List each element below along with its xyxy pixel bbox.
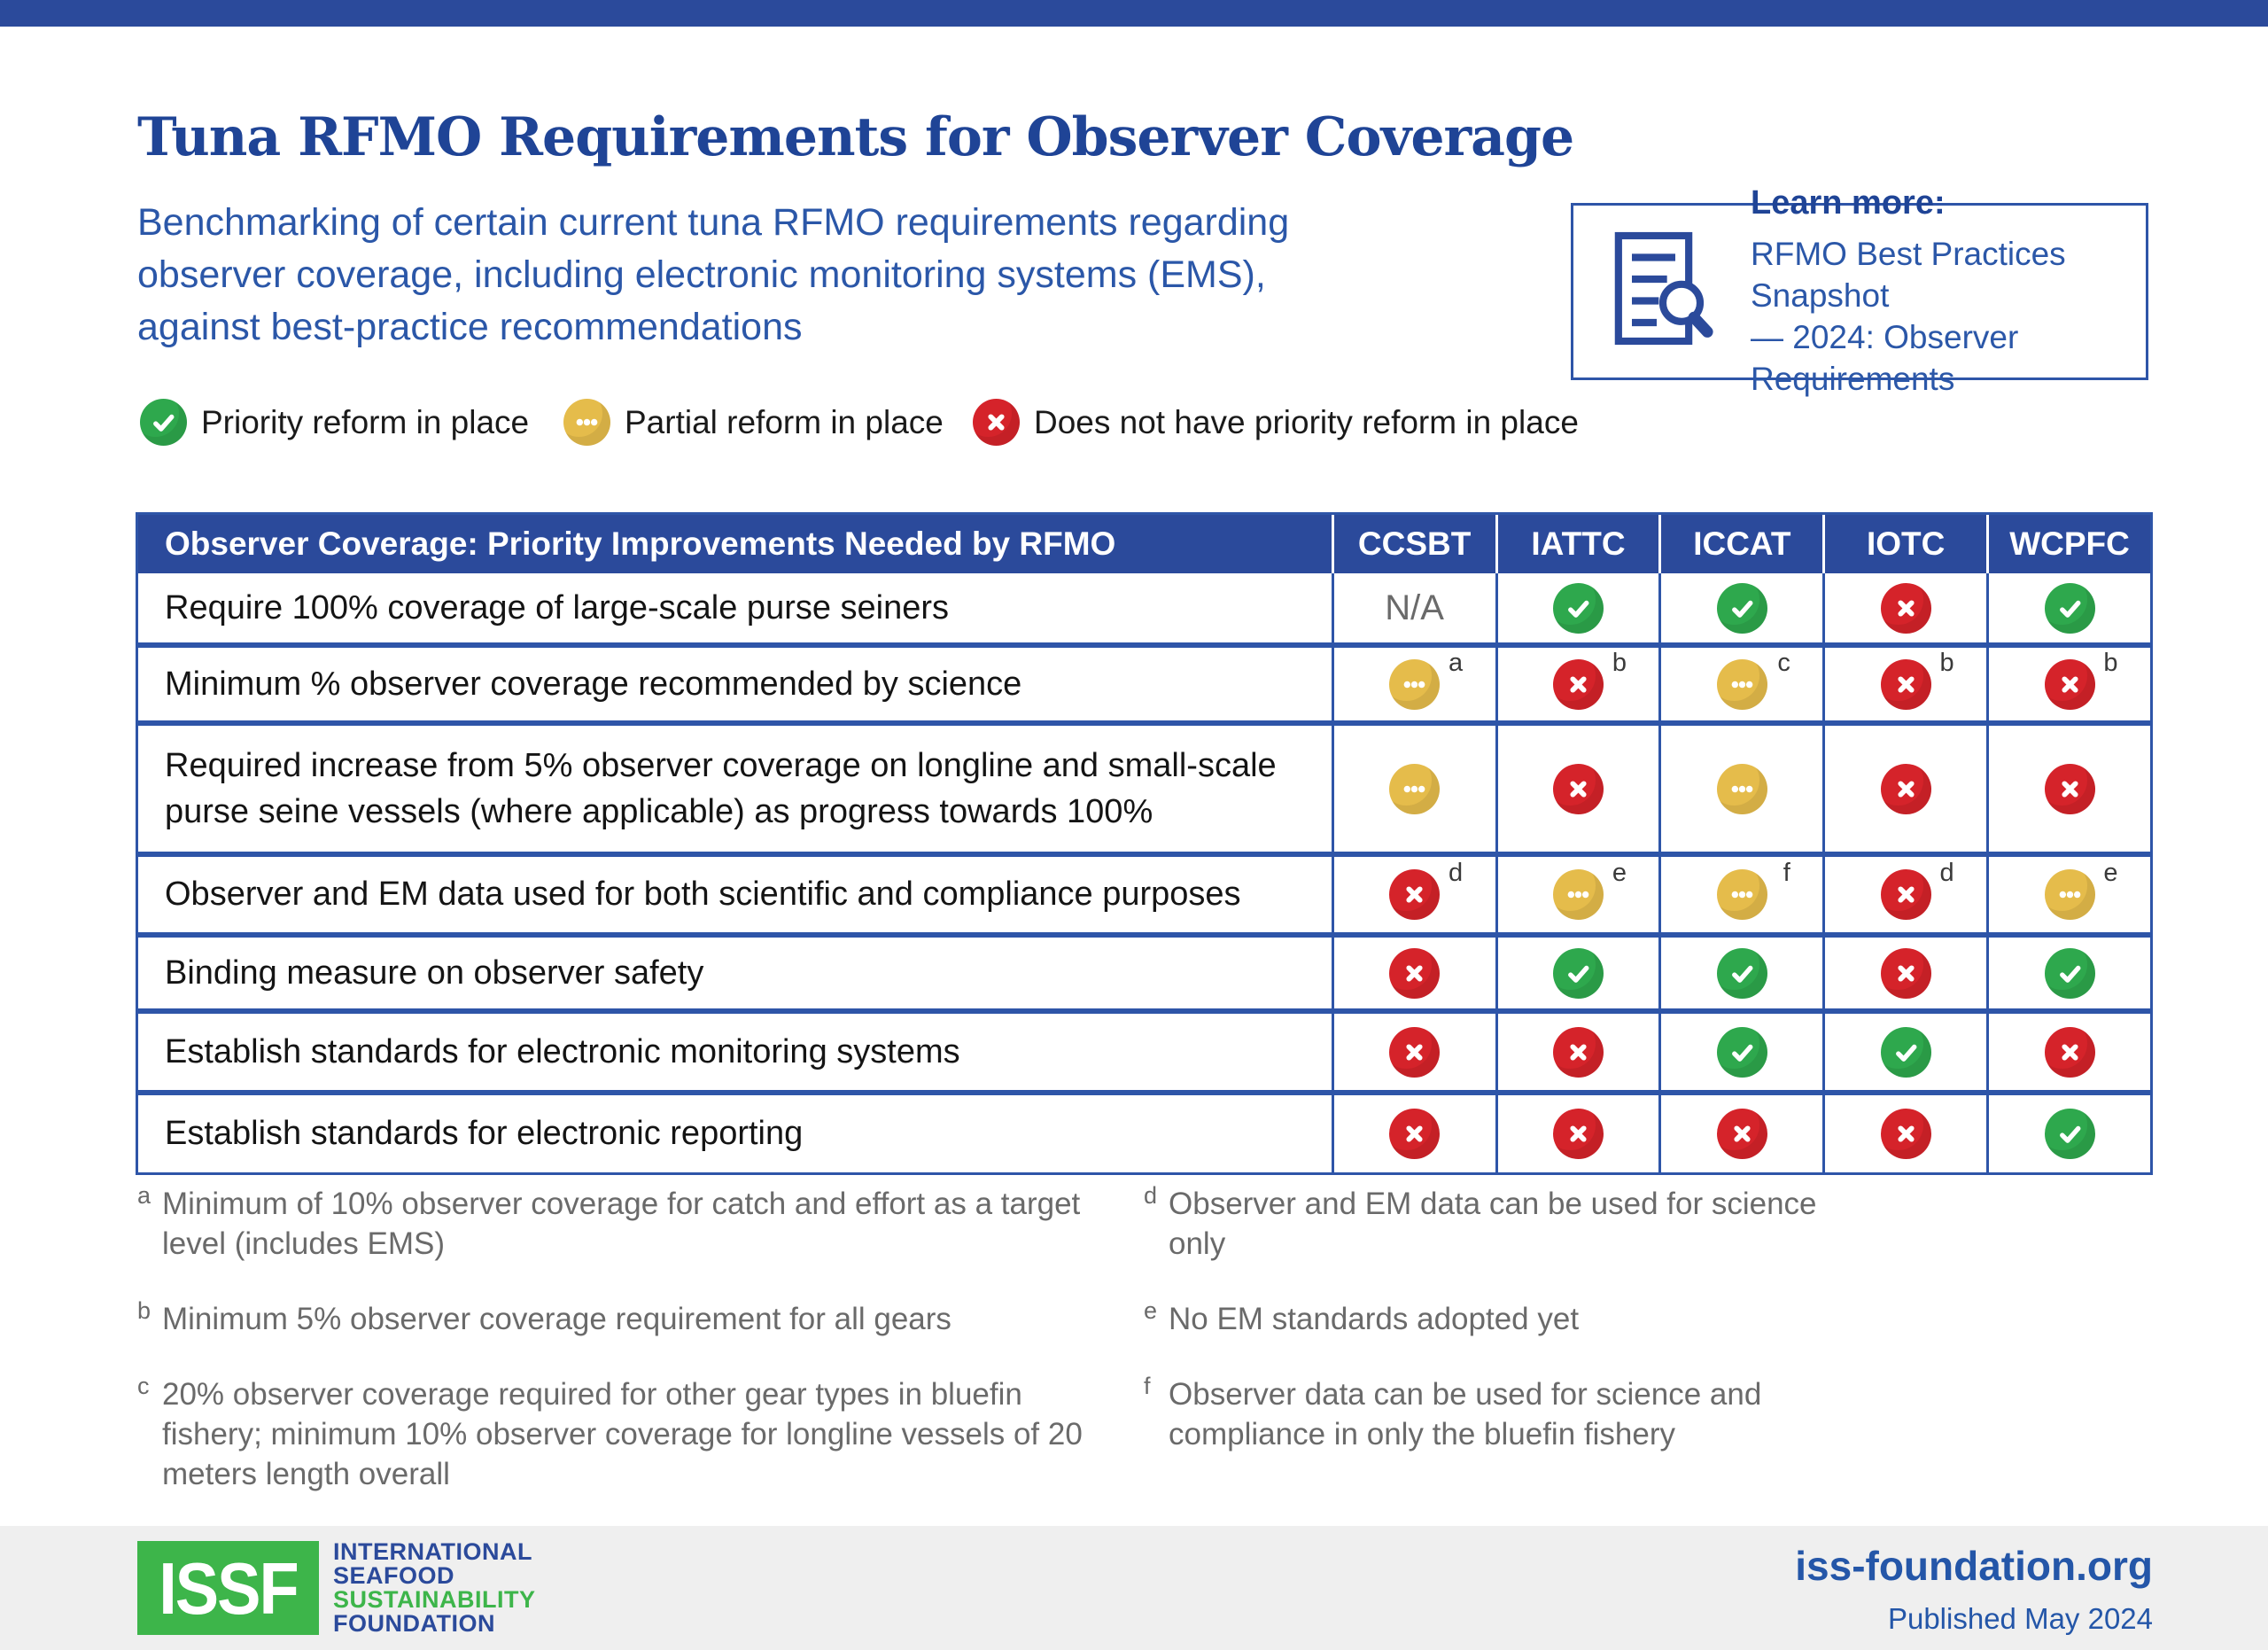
issf-logo-wordmark xyxy=(333,1540,536,1636)
cell-iattc xyxy=(1495,573,1659,642)
footnote-c: c 20% observer coverage required for other gear types in bluefin fishery; minimum 10% observer coverage for longline vessels of 20 meters length overall xyxy=(137,1374,1130,1494)
cell-ccsbt xyxy=(1332,726,1495,852)
status-icon-no xyxy=(2045,648,2118,710)
status-icon-partial xyxy=(1717,764,1767,814)
cell-iattc xyxy=(1495,1014,1659,1090)
footnote-marker: e xyxy=(1612,859,1627,887)
page-subtitle-line: against best-practice recommendations xyxy=(137,306,803,348)
footnote-marker: b xyxy=(1612,648,1627,677)
issf-logo-box xyxy=(137,1541,319,1635)
status-icon-no xyxy=(1553,764,1604,814)
cell-iccat xyxy=(1658,726,1822,852)
status-icon-no xyxy=(1881,948,1931,999)
cell-ccsbt xyxy=(1332,648,1495,720)
footnote-marker: f xyxy=(1783,859,1790,887)
status-icon-no xyxy=(1717,1109,1767,1159)
cell-wcpfc xyxy=(1986,1014,2150,1090)
cell-iotc xyxy=(1822,1095,1986,1172)
page-subtitle-line: Benchmarking of certain current tuna RFMO requirements regarding xyxy=(137,201,1290,244)
cell-iccat xyxy=(1658,938,1822,1008)
table-row xyxy=(138,852,2150,932)
status-icon-no xyxy=(1389,1109,1440,1159)
status-icon-no xyxy=(1389,859,1464,920)
logo-wordmark-line: FOUNDATION xyxy=(333,1610,495,1637)
cell-iotc xyxy=(1822,938,1986,1008)
cell-iattc xyxy=(1495,938,1659,1008)
table-row xyxy=(138,1090,2150,1172)
status-icon-yes xyxy=(2045,1109,2095,1159)
cell-wcpfc xyxy=(1986,938,2150,1008)
row-label: Required increase from 5% observer coverage on longline and small-scale purse seine vessels (where applicable) as progress towards 100% xyxy=(165,746,1277,830)
cell-iattc xyxy=(1495,726,1659,852)
x-icon xyxy=(1389,1109,1440,1159)
x-icon xyxy=(1553,764,1604,814)
status-icon-yes xyxy=(2045,583,2095,634)
document-search-icon xyxy=(1611,230,1715,354)
column-header-iotc: IOTC xyxy=(1822,515,1986,573)
status-icon-partial xyxy=(563,399,610,446)
row-label: Observer and EM data used for both scientific and compliance purposes xyxy=(165,876,1241,914)
x-icon xyxy=(1881,1109,1931,1159)
row-label: Minimum % observer coverage recommended by science xyxy=(165,665,1022,703)
x-icon xyxy=(1553,1027,1604,1078)
cell-ccsbt xyxy=(1332,573,1495,642)
cell-iccat xyxy=(1658,857,1822,932)
x-icon xyxy=(1389,869,1440,920)
footnotes-right-column xyxy=(1144,1184,1879,1490)
legend-label: Does not have priority reform in place xyxy=(1034,403,1579,440)
x-icon xyxy=(1881,948,1931,999)
check-icon xyxy=(2045,583,2095,634)
cell-wcpfc xyxy=(1986,857,2150,932)
row-label: Require 100% coverage of large-scale purse seiners xyxy=(165,588,950,627)
status-icon-no xyxy=(2045,764,2095,814)
footnote-d: d Observer and EM data can be used for science only xyxy=(1144,1184,1879,1264)
cell-iattc xyxy=(1495,857,1659,932)
footnote-marker: b xyxy=(2103,648,2118,677)
cell-iccat xyxy=(1658,573,1822,642)
cell-iotc xyxy=(1822,726,1986,852)
footnote-key: e xyxy=(1144,1297,1158,1324)
row-label: Establish standards for electronic reporting xyxy=(165,1115,804,1153)
footnote-a: a Minimum of 10% observer coverage for catch and effort as a target level (includes EMS) xyxy=(137,1184,1130,1264)
footnote-key: a xyxy=(137,1182,151,1209)
footnote-marker: c xyxy=(1777,648,1790,677)
published-date: Published May 2024 xyxy=(1887,1602,2153,1635)
dots-icon xyxy=(1717,869,1767,920)
cell-ccsbt xyxy=(1332,938,1495,1008)
footnote-marker: a xyxy=(1448,648,1464,677)
learn-more-link[interactable] xyxy=(1751,233,2119,400)
footnote-key: b xyxy=(137,1297,151,1324)
na-value: N/A xyxy=(1385,588,1444,627)
status-icon-no xyxy=(1881,859,1954,920)
footnote-b: b Minimum 5% observer coverage requirement for all gears xyxy=(137,1299,1130,1339)
status-icon-partial xyxy=(1389,648,1464,710)
learn-more-link-line: RFMO Best Practices Snapshot xyxy=(1751,235,2066,314)
footnote-key: d xyxy=(1144,1182,1158,1209)
status-icon-no xyxy=(1553,648,1627,710)
status-icon-partial xyxy=(1553,859,1627,920)
x-icon xyxy=(1881,869,1931,920)
dots-icon xyxy=(1553,869,1604,920)
x-icon xyxy=(1881,659,1931,710)
cell-ccsbt xyxy=(1332,1095,1495,1172)
legend-label: Partial reform in place xyxy=(625,403,944,440)
status-icon-partial xyxy=(1717,648,1790,710)
legend-item-no xyxy=(973,399,1579,446)
dots-icon xyxy=(2045,869,2095,920)
row-label: Establish standards for electronic monitoring systems xyxy=(165,1032,960,1070)
status-icon-no xyxy=(1389,948,1440,999)
cell-iccat xyxy=(1658,1095,1822,1172)
check-icon xyxy=(2045,1109,2095,1159)
status-icon-yes xyxy=(140,399,187,446)
column-header-ccsbt: CCSBT xyxy=(1332,515,1495,573)
learn-more-label: Learn more: xyxy=(1751,183,1946,222)
top-accent-bar xyxy=(0,0,2268,27)
x-icon xyxy=(2045,764,2095,814)
status-icon-yes xyxy=(2045,948,2095,999)
check-icon xyxy=(2045,948,2095,999)
x-icon xyxy=(1717,1109,1767,1159)
table-row xyxy=(138,642,2150,720)
footnote-marker: e xyxy=(2103,859,2118,887)
status-icon-partial xyxy=(1717,859,1790,920)
logo-wordmark-line: SUSTAINABILITY xyxy=(333,1586,536,1613)
cell-iotc xyxy=(1822,1014,1986,1090)
status-icon-no xyxy=(1881,648,1954,710)
status-icon-no xyxy=(1881,764,1931,814)
footnote-key: c xyxy=(137,1373,150,1399)
check-icon xyxy=(1717,948,1767,999)
table-row xyxy=(138,720,2150,852)
status-icon-yes xyxy=(1717,948,1767,999)
cell-iccat xyxy=(1658,1014,1822,1090)
status-icon-yes xyxy=(1717,583,1767,634)
cell-iattc xyxy=(1495,648,1659,720)
legend-item-partial xyxy=(563,399,944,446)
status-icon-no xyxy=(2045,1027,2095,1078)
column-header-iccat: ICCAT xyxy=(1658,515,1822,573)
learn-more-link-line: — 2024: Observer Requirements xyxy=(1751,318,2019,397)
cell-wcpfc xyxy=(1986,648,2150,720)
page-title: Tuna RFMO Requirements for Observer Coverage xyxy=(137,106,1574,168)
logo-wordmark-line: SEAFOOD xyxy=(333,1562,455,1589)
column-header-iattc: IATTC xyxy=(1495,515,1659,573)
row-label: Binding measure on observer safety xyxy=(165,953,704,992)
footnote-e: e No EM standards adopted yet xyxy=(1144,1299,1879,1339)
footnote-marker: d xyxy=(1448,859,1464,887)
status-icon-no xyxy=(1553,1109,1604,1159)
check-icon xyxy=(1553,583,1604,634)
rfmo-benchmark-table xyxy=(136,512,2153,1175)
x-icon xyxy=(1553,1109,1604,1159)
footnote-f: f Observer data can be used for science and compliance in only the bluefin fishery xyxy=(1144,1374,1879,1454)
status-icon-partial xyxy=(2045,859,2118,920)
footer-right xyxy=(1795,1542,2153,1636)
dots-icon xyxy=(1389,659,1440,710)
legend-label: Priority reform in place xyxy=(201,403,530,440)
cell-iccat xyxy=(1658,648,1822,720)
x-icon xyxy=(2045,659,2095,710)
footnote-marker: b xyxy=(1939,648,1954,677)
x-icon xyxy=(1881,764,1931,814)
check-icon xyxy=(140,399,187,446)
x-icon xyxy=(1389,948,1440,999)
table-row xyxy=(138,932,2150,1008)
x-icon xyxy=(973,399,1020,446)
check-icon xyxy=(1881,1027,1931,1078)
status-icon-yes xyxy=(1881,1027,1931,1078)
footnote-marker: d xyxy=(1939,859,1954,887)
dots-icon xyxy=(1717,659,1767,710)
cell-ccsbt xyxy=(1332,857,1495,932)
status-icon-no xyxy=(1553,1027,1604,1078)
logo-wordmark-line: INTERNATIONAL xyxy=(333,1538,532,1565)
status-icon-yes xyxy=(1553,948,1604,999)
table-row xyxy=(138,573,2150,642)
check-icon xyxy=(1717,1027,1767,1078)
cell-iotc xyxy=(1822,573,1986,642)
x-icon xyxy=(1553,659,1604,710)
status-icon-yes xyxy=(1553,583,1604,634)
footnotes-left-column xyxy=(137,1184,1130,1529)
status-icon-no xyxy=(1881,1109,1931,1159)
dots-icon xyxy=(1389,764,1440,814)
status-icon-yes xyxy=(1717,1027,1767,1078)
x-icon xyxy=(1389,1027,1440,1078)
status-icon-no xyxy=(1389,1027,1440,1078)
issf-logo xyxy=(137,1540,536,1636)
status-icon-partial xyxy=(1389,764,1440,814)
x-icon xyxy=(2045,1027,2095,1078)
status-icon-no xyxy=(973,399,1020,446)
page-footer xyxy=(0,1526,2268,1650)
check-icon xyxy=(1553,948,1604,999)
dots-icon xyxy=(563,399,610,446)
cell-wcpfc xyxy=(1986,726,2150,852)
cell-iotc xyxy=(1822,857,1986,932)
cell-ccsbt xyxy=(1332,1014,1495,1090)
page-subtitle-line: observer coverage, including electronic monitoring systems (EMS), xyxy=(137,253,1266,296)
table-header-row xyxy=(138,515,2150,573)
page-subtitle xyxy=(137,197,1289,354)
x-icon xyxy=(1881,583,1931,634)
table-header-title: Observer Coverage: Priority Improvements Needed by RFMO xyxy=(165,525,1116,563)
learn-more-box xyxy=(1571,183,2148,397)
status-icon-no xyxy=(1881,583,1931,634)
table-row xyxy=(138,1008,2150,1090)
issf-logo-abbr: ISSF xyxy=(159,1546,298,1630)
cell-wcpfc xyxy=(1986,1095,2150,1172)
check-icon xyxy=(1717,583,1767,634)
cell-iotc xyxy=(1822,648,1986,720)
footnote-key: f xyxy=(1144,1373,1151,1399)
website-link[interactable]: iss-foundation.org xyxy=(1795,1543,2153,1589)
dots-icon xyxy=(1717,764,1767,814)
legend-item-yes xyxy=(140,399,529,446)
cell-wcpfc xyxy=(1986,573,2150,642)
column-header-wcpfc: WCPFC xyxy=(1986,515,2150,573)
learn-more-text xyxy=(1751,184,2119,400)
cell-iattc xyxy=(1495,1095,1659,1172)
